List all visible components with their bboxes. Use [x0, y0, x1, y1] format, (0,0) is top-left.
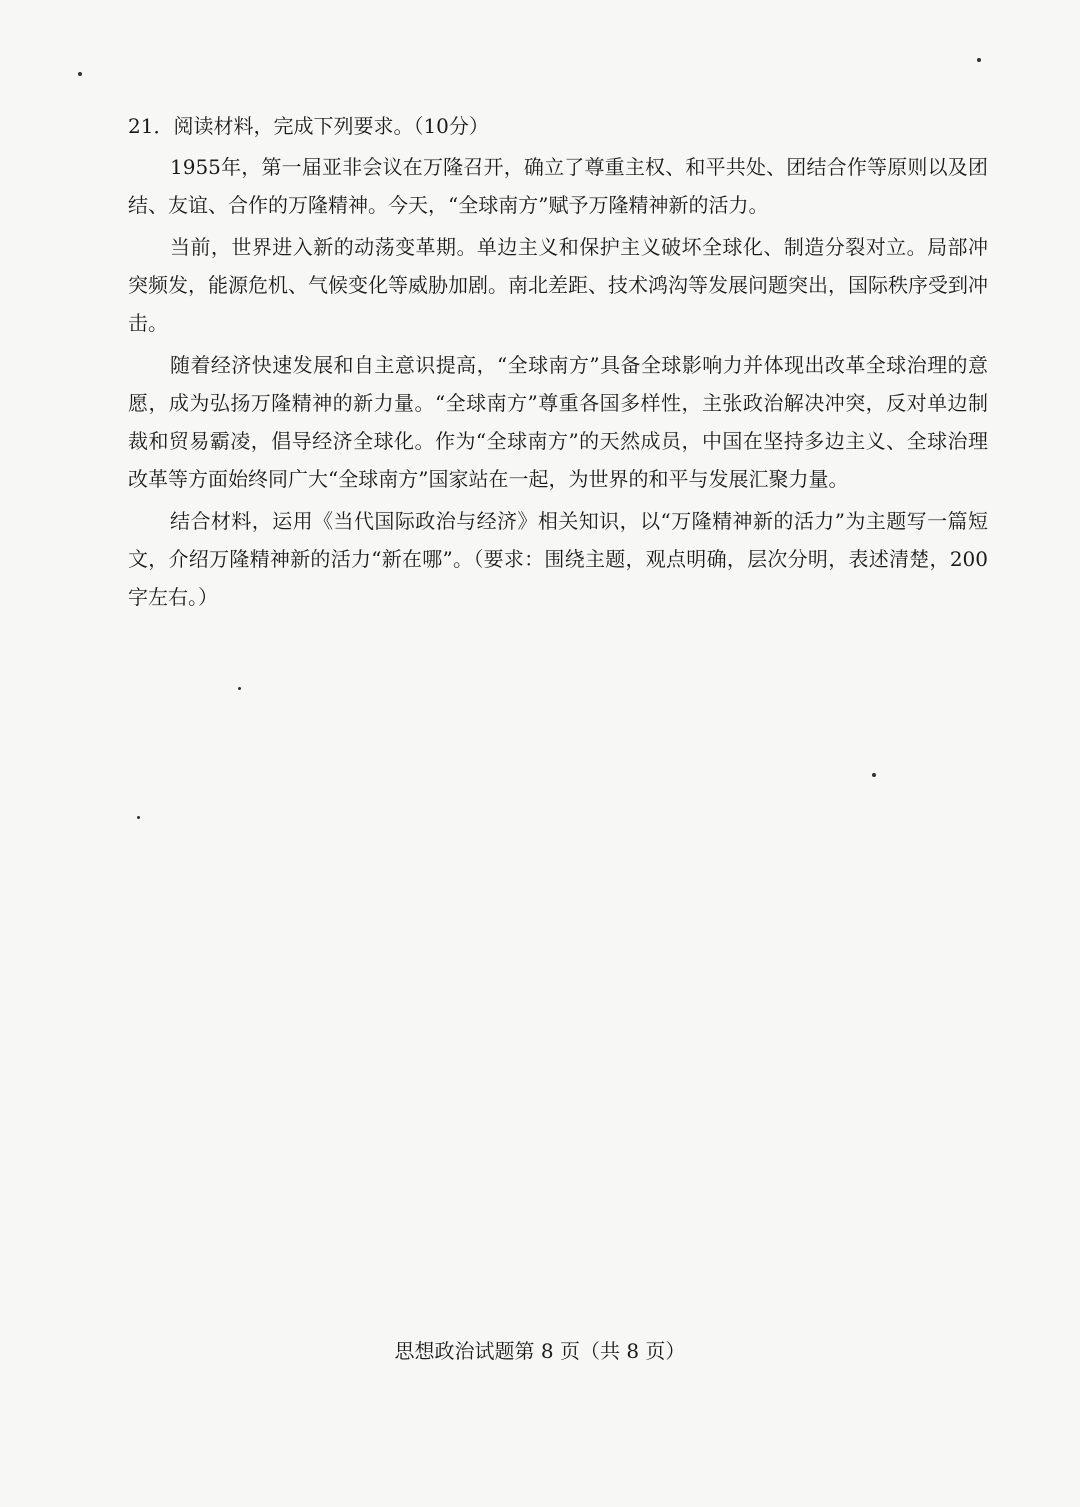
- scan-speck: [872, 773, 876, 777]
- scan-speck: [977, 58, 981, 62]
- question-block: [128, 108, 988, 616]
- scan-speck: [78, 72, 82, 76]
- scan-speck: [137, 816, 140, 819]
- scan-speck: [238, 687, 241, 690]
- material-paragraph-2: 当前，世界进入新的动荡变革期。单边主义和保护主义破坏全球化、制造分裂对立。局部冲突频发，能源危机、气候变化等威胁加剧。南北差距、技术鸿沟等发展问题突出，国际秩序受到冲击。: [128, 235, 988, 335]
- material-paragraph-1: 1955年，第一届亚非会议在万隆召开，确立了尊重主权、和平共处、团结合作等原则以及团结、友谊、合作的万隆精神。今天，“全球南方”赋予万隆精神新的活力。: [128, 155, 988, 217]
- page-footer: 思想政治试题第 8 页（共 8 页）: [394, 1339, 686, 1363]
- task-paragraph: 结合材料，运用《当代国际政治与经济》相关知识，以“万隆精神新的活力”为主题写一篇短文，介绍万隆精神新的活力“新在哪”。（要求：围绕主题，观点明确，层次分明，表述清楚，200字左右。）: [128, 509, 988, 609]
- question-header: 21．阅读材料，完成下列要求。（10分）: [128, 114, 489, 138]
- material-paragraph-3: 随着经济快速发展和自主意识提高，“全球南方”具备全球影响力并体现出改革全球治理的意愿，成为弘扬万隆精神的新力量。“全球南方”尊重各国多样性，主张政治解决冲突，反对单边制裁和贸易霸凌，倡导经济全球化。作为“全球南方”的天然成员，中国在坚持多边主义、全球治理改革等方面始终同广大“全球南方”国家站在一起，为世界的和平与发展汇聚力量。: [128, 353, 988, 491]
